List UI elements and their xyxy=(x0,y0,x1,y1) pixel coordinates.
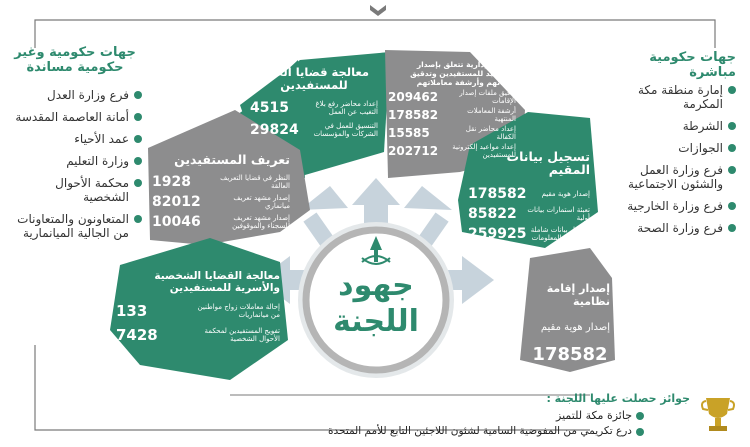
panel-identify-row xyxy=(152,214,290,230)
list-item: فرع وزارة العدل xyxy=(8,88,142,102)
list-item: محكمة الأحوال الشخصية xyxy=(8,176,142,204)
panel-labor-title: معالجة قضايا العمل للمستفيدين xyxy=(258,65,370,92)
panel-labor xyxy=(250,66,378,138)
panel-register-value: 178582 xyxy=(468,186,527,202)
trophy-icon xyxy=(702,398,734,431)
panel-register-label: تسجيل بيانات شاملة في مركز المعلومات xyxy=(530,226,590,242)
award-bullet xyxy=(636,428,644,436)
panel-register-row xyxy=(468,226,590,242)
panel-residency xyxy=(530,282,610,365)
bullet-icon xyxy=(134,91,142,99)
list-item: عمد الأحياء xyxy=(8,132,142,146)
list-item: الجوازات xyxy=(606,141,736,155)
panel-family-value: 133 xyxy=(116,302,148,320)
panel-register-row xyxy=(468,186,590,202)
panel-admin-value: 209462 xyxy=(388,90,439,104)
panel-identify-title: تعريف المستفيدين xyxy=(174,152,290,167)
list-item: فرع وزارة الصحة xyxy=(606,221,736,235)
bullet-icon xyxy=(728,122,736,130)
panel-labor-row xyxy=(250,100,378,116)
panel-admin-row xyxy=(388,107,516,123)
center-title-line1: جهود xyxy=(338,268,414,303)
panel-register-value: 85822 xyxy=(468,206,517,222)
panel-admin-row xyxy=(388,89,516,105)
list-item: وزارة التعليم xyxy=(8,154,142,168)
panel-residency-value: 178582 xyxy=(532,344,608,365)
left-group-list xyxy=(8,88,142,248)
panel-admin-label: أرشفة المعاملات المنتهية xyxy=(467,107,516,123)
bottom-connector-line xyxy=(35,345,590,430)
list-item: فرع وزارة العمل والشئون الاجتماعية xyxy=(606,163,736,191)
panel-identify-row xyxy=(152,174,290,190)
center-title xyxy=(316,268,436,340)
list-item: الشرطة xyxy=(606,119,736,133)
bullet-icon xyxy=(728,224,736,232)
panel-residency-title: إصدار إقامة نظامية xyxy=(546,282,610,308)
panel-residency-sub: إصدار هوية مقيم xyxy=(540,322,610,333)
panel-register-label: تعبئة استمارات بيانات أولية xyxy=(527,206,590,222)
panel-identify xyxy=(152,153,290,230)
bullet-icon xyxy=(134,113,142,121)
list-item: المتعاونون والمتعاونات من الجالية الميانمارية xyxy=(8,212,142,240)
panel-identify-row xyxy=(152,194,290,210)
panel-family-row xyxy=(116,326,280,344)
panel-admin-row xyxy=(388,125,516,141)
list-item: فرع وزارة الخارجية xyxy=(606,199,736,213)
panel-identify-label: إصدار مشهد تعريف للسجناء والموقوفين xyxy=(232,214,290,230)
chevron-down-icon xyxy=(370,5,386,16)
list-item: أمانة العاصمة المقدسة xyxy=(8,110,142,124)
panel-admin-label: إعداد مواعيد إلكترونية للمستفيدين xyxy=(452,143,516,159)
panel-labor-value: 4515 xyxy=(250,100,289,116)
panel-admin xyxy=(388,60,516,159)
bullet-icon xyxy=(134,215,142,223)
panel-family-title: معالجة القضايا الشخصية والأسرية للمستفيدين xyxy=(154,270,280,294)
panel-labor-label: إعداد محاضر رفع بلاغ التغيب عن العمل xyxy=(315,100,378,116)
panel-register-title: تسجيل بيانات المقيم xyxy=(506,149,590,177)
panel-admin-label: إعداد محاضر نقل الكفالة xyxy=(465,125,516,141)
panel-identify-value: 82012 xyxy=(152,194,201,210)
panel-labor-value: 29824 xyxy=(250,122,299,138)
panel-family-value: 7428 xyxy=(116,326,158,344)
list-item: إمارة منطقة مكة المكرمة xyxy=(606,83,736,111)
panel-family-row xyxy=(116,302,280,320)
panel-identify-label: النظر في قضايا التعريف العالقة xyxy=(220,174,290,190)
bullet-icon xyxy=(134,157,142,165)
awards-title: جوائز حصلت عليها اللجنة : xyxy=(546,392,690,405)
award-bullet xyxy=(636,412,644,420)
top-connector-line xyxy=(35,20,715,48)
panel-family-label: تفويج المستفيدين لمحكمة الأحوال الشخصية xyxy=(204,327,280,343)
panel-admin-value: 202712 xyxy=(388,144,439,158)
panel-identify-value: 1928 xyxy=(152,174,191,190)
panel-identify-value: 10046 xyxy=(152,214,201,230)
panel-admin-value: 15585 xyxy=(388,126,430,140)
center-title-line2: اللجنة xyxy=(333,304,419,339)
panel-register-label: إصدار هوية مقيم xyxy=(541,190,590,198)
panel-labor-row xyxy=(250,122,378,138)
bullet-icon xyxy=(134,135,142,143)
panel-admin-value: 178582 xyxy=(388,108,439,122)
bullet-icon xyxy=(134,179,142,187)
panel-family-label: إحالة معاملات زواج مواطنين من ميانماريات xyxy=(197,303,280,319)
panel-identify-label: إصدار مشهد تعريف ميانماري xyxy=(233,194,290,210)
right-group-title: جهات حكومية مباشرة xyxy=(649,50,736,80)
panel-admin-title: عمليات إدارية تتعلق بإصدار المواعيد للمستفيدين وتدقيق ملفاتهم وأرشفة معاملاتهم xyxy=(410,60,516,87)
bullet-icon xyxy=(728,166,736,174)
award-item: جائزة مكة للتميز xyxy=(556,409,632,422)
right-group-list xyxy=(606,83,736,243)
bullet-icon xyxy=(728,202,736,210)
panel-register-value: 259925 xyxy=(468,226,527,242)
panel-register xyxy=(468,150,590,242)
panel-family xyxy=(116,270,280,344)
bullet-icon xyxy=(728,86,736,94)
left-group-title: جهات حكومية وغير حكومية مساندة xyxy=(14,45,136,75)
bullet-icon xyxy=(728,144,736,152)
panel-labor-label: التنسيق للعمل في الشركات والمؤسسات xyxy=(313,122,378,138)
panel-admin-label: تدقيق ملفات إصدار الإقامات xyxy=(459,89,516,105)
award-item: درع تكريمي من المفوضية السامية لشئون اللاجئين التابع للأمم المتحدة xyxy=(328,425,632,437)
panel-register-row xyxy=(468,206,590,222)
